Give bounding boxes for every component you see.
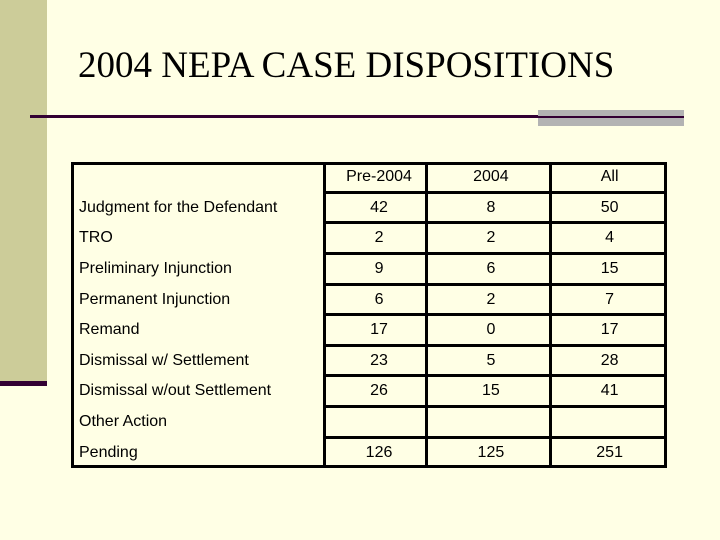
cell-2004: 8: [486, 198, 496, 216]
dispositions-table: [71, 162, 667, 468]
cell-all: 41: [600, 382, 619, 400]
cell-pre2004: 2: [374, 229, 384, 247]
title-rule: [30, 115, 538, 118]
cell-all: 4: [605, 229, 615, 247]
cell-pre2004: 6: [374, 290, 384, 308]
cell-all: [552, 407, 667, 438]
row-label: Judgment for the Defendant: [79, 198, 278, 216]
row-label: Dismissal w/out Settlement: [79, 382, 272, 400]
cell-all: 7: [605, 290, 615, 308]
table-row: [71, 254, 667, 285]
row-label: Dismissal w/ Settlement: [79, 351, 249, 369]
table-row: [71, 346, 667, 377]
cell-2004: 6: [486, 260, 496, 278]
cell-pre2004: 23: [370, 351, 388, 369]
row-label: Remand: [79, 321, 140, 339]
cell-all: 28: [600, 351, 619, 369]
table-header-row: [71, 162, 667, 193]
header-2004: 2004: [473, 168, 509, 186]
cell-pre2004: 126: [365, 443, 393, 461]
row-label: Other Action: [79, 413, 168, 431]
row-label: Pending: [79, 443, 138, 461]
table-row: [71, 315, 667, 346]
cell-all: 50: [600, 198, 619, 216]
header-all: All: [600, 168, 619, 186]
title-rule-accent-line: [538, 116, 684, 118]
cell-2004: [430, 407, 553, 438]
row-label: TRO: [79, 229, 113, 247]
cell-2004: 5: [486, 351, 496, 369]
table-row: [71, 376, 667, 407]
cell-pre2004: 42: [370, 198, 388, 216]
cell-2004: 2: [486, 290, 496, 308]
left-accent-bar: [0, 0, 47, 384]
left-accent-underline: [0, 381, 47, 386]
cell-2004: 125: [477, 443, 505, 461]
cell-pre2004: 17: [370, 321, 388, 339]
title-rule-accent: [538, 110, 684, 126]
cell-2004: 0: [486, 321, 496, 339]
slide-title: 2004 NEPA CASE DISPOSITIONS: [78, 45, 615, 86]
row-label: Preliminary Injunction: [79, 260, 232, 278]
cell-pre2004: [329, 407, 430, 438]
table-row: [71, 284, 667, 315]
cell-2004: 15: [482, 382, 500, 400]
table-row: [71, 407, 667, 438]
cell-pre2004: 26: [370, 382, 388, 400]
header-pre2004: Pre-2004: [346, 168, 412, 186]
header-label-cell: [71, 162, 329, 193]
cell-2004: 2: [486, 229, 496, 247]
table-row: [71, 223, 667, 254]
cell-all: 251: [596, 443, 623, 461]
cell-all: 17: [600, 321, 619, 339]
cell-all: 15: [600, 260, 619, 278]
table-row: [71, 437, 667, 468]
cell-pre2004: 9: [374, 260, 384, 278]
row-label: Permanent Injunction: [79, 290, 231, 308]
table-row: [71, 193, 667, 224]
